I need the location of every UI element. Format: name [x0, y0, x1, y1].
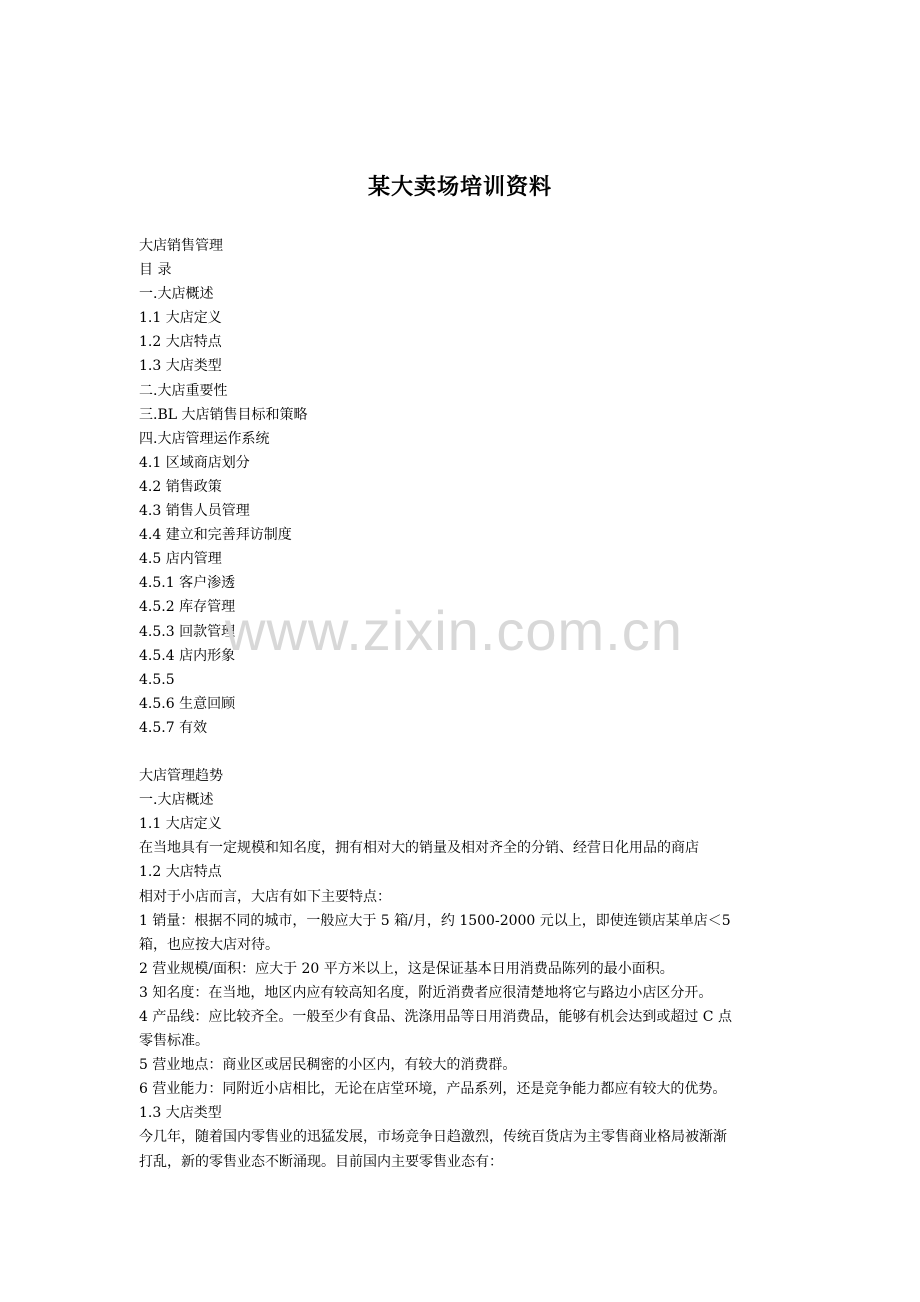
- text-line: 零售标准。: [139, 1033, 209, 1050]
- text-line: 三.BL 大店销售目标和策略: [139, 406, 308, 423]
- text-line: 1.1 大店定义: [139, 816, 222, 833]
- text-line: 4.5.1 客户渗透: [139, 575, 236, 592]
- text-line: 4.5.6 生意回顾: [139, 695, 236, 712]
- text-line: 6 营业能力：同附近小店相比，无论在店堂环境，产品系列，还是竞争能力都应有较大的优势。: [139, 1081, 727, 1098]
- document-body: [139, 234, 799, 1174]
- text-line: 2 营业规模/面积：应大于 20 平方米以上，这是保证基本日用消费品陈列的最小面积。: [139, 960, 674, 977]
- text-line: 1.2 大店特点: [139, 334, 222, 351]
- text-line: 5 营业地点：商业区或居民稠密的小区内，有较大的消费群。: [139, 1057, 517, 1074]
- text-line: 大店管理趋势: [139, 768, 223, 785]
- text-line: 1.2 大店特点: [139, 864, 222, 881]
- text-line: 4.2 销售政策: [139, 478, 222, 495]
- text-line: 1 销量：根据不同的城市，一般应大于 5 箱/月，约 1500-2000 元以上，即使连锁店某单店＜5: [139, 912, 731, 929]
- text-line: 相对于小店而言，大店有如下主要特点：: [139, 888, 391, 905]
- text-line: 4.5 店内管理: [139, 551, 222, 568]
- text-line: 四.大店管理运作系统: [139, 430, 270, 447]
- text-line: 大店销售管理: [139, 238, 223, 254]
- text-line: 1.3 大店类型: [139, 1105, 222, 1122]
- text-line: 一.大店概述: [139, 792, 214, 809]
- text-line: 打乱，新的零售业态不断涌现。目前国内主要零售业态有：: [139, 1153, 503, 1170]
- text-line: 4.5.2 库存管理: [139, 599, 236, 616]
- text-line: 4.5.4 店内形象: [139, 647, 236, 664]
- text-line: 4.3 销售人员管理: [139, 503, 250, 520]
- text-line: 4 产品线：应比较齐全。一般至少有食品、洗涤用品等日用消费品，能够有机会达到或超过 C 点: [139, 1009, 732, 1025]
- text-line: 在当地具有一定规模和知名度，拥有相对大的销量及相对齐全的分销、经营日化用品的商店: [139, 840, 699, 857]
- text-line: 4.1 区域商店划分: [139, 454, 250, 471]
- blank-line: [139, 740, 799, 764]
- text-line: 4.5.3 回款管理: [139, 623, 236, 640]
- text-line: 4.5.7 有效: [139, 719, 208, 736]
- text-line: 箱，也应按大店对待。: [139, 936, 279, 953]
- text-line: 4.5.5: [139, 671, 175, 688]
- text-line: 1.1 大店定义: [139, 310, 222, 327]
- document-title: 某大卖场培训资料: [367, 174, 552, 200]
- text-line: 今几年，随着国内零售业的迅猛发展，市场竞争日趋激烈，传统百货店为主零售商业格局被渐渐: [139, 1129, 727, 1146]
- text-line: 1.3 大店类型: [139, 358, 222, 375]
- text-line: 3 知名度：在当地，地区内应有较高知名度，附近消费者应很清楚地将它与路边小店区分开。: [139, 984, 713, 1001]
- text-line: 一.大店概述: [139, 286, 214, 303]
- text-line: 二.大店重要性: [139, 382, 228, 399]
- watermark: www.zixin.com.cn: [225, 599, 683, 662]
- text-line: 4.4 建立和完善拜访制度: [139, 527, 292, 544]
- text-line: 目 录: [139, 262, 172, 279]
